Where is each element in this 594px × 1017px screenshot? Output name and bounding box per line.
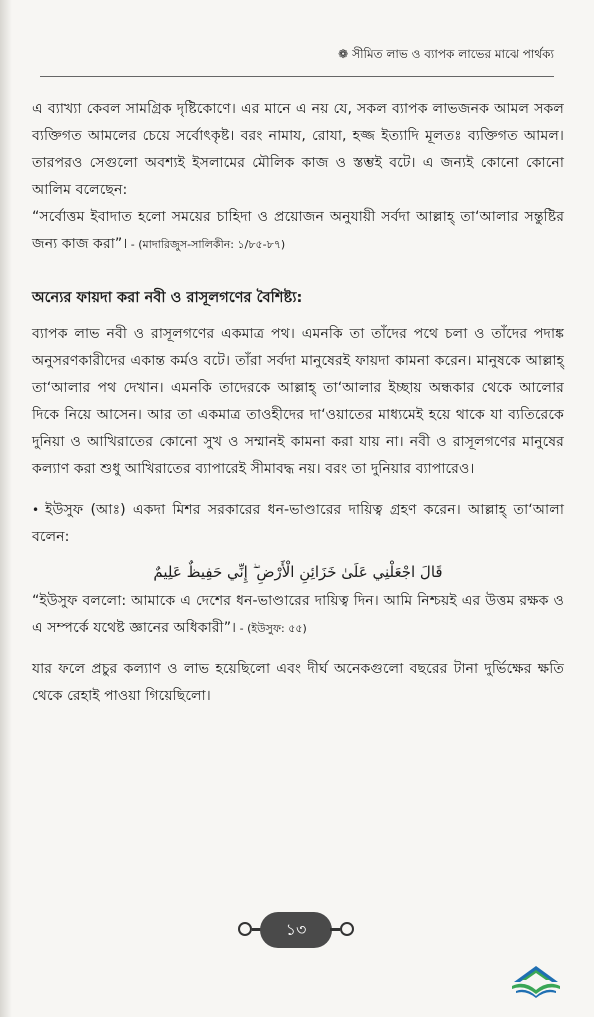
quote-text: “সর্বোত্তম ইবাদাত হলো সময়ের চাহিদা ও প্রয়োজন অনুযায়ী সর্বদা আল্লাহ্ তা‘আলার সন্তুষ্টির জন্য কাজ করা”।	[32, 209, 564, 252]
page-number-badge	[238, 912, 354, 948]
page-content	[32, 96, 564, 710]
bullet-icon: •	[32, 503, 40, 517]
page-number: ১৩	[260, 912, 332, 948]
section-heading: অন্যের ফায়দা করা নবী ও রাসূলগণের বৈশিষ্ট্য:	[32, 289, 303, 306]
quote-best-worship	[32, 204, 564, 258]
bullet-item-yusuf	[32, 497, 564, 551]
paragraph-prophets: ব্যাপক লাভ নবী ও রাসূলগণের একমাত্র পথ। এমনকি তা তাঁদের পথে চলা ও তাঁদের পদাঙ্ক অনুসরণকারীদের একান্ত কর্মও বটে। তাঁরা সর্বদা মানুষেরই ফায়দা কামনা করেন। মানুষকে আল্লাহ্ তা‘আলার পথ দেখান। এমনকি তাদেরকে আল্লাহ্ তা‘আলার ইচ্ছায় অন্ধকার থেকে আলোর দিকে নিয়ে আসেন। আর তা একমাত্র তাওহীদের দা‘ওয়াতের মাধ্যমেই হয়ে থাকে যা ব্যতিরেকে দুনিয়া ও আখিরাতের কোনো সুখ ও সম্মানই কামনা করা যায় না। নবী ও রাসূলগণের মানুষের কল্যাণ করা শুধু আখিরাতের ব্যাপারেই সীমাবদ্ধ নয়। বরং তা দুনিয়ার ব্যাপারেও।	[32, 326, 564, 477]
flower-ornament-icon: ❁	[338, 47, 349, 61]
divider	[330, 928, 340, 931]
page-header	[40, 46, 554, 80]
citation: - (ইউসুফ: ৫৫)	[236, 622, 307, 635]
page-edge	[0, 0, 12, 1017]
publisher-logo-icon	[508, 958, 564, 1000]
paragraph-result: যার ফলে প্রচুর কল্যাণ ও লাভ হয়েছিলো এবং দীর্ঘ অনেকগুলো বছরের টানা দুর্ভিক্ষের ক্ষতি থেকে রেহাই পাওয়া গিয়েছিলো।	[32, 661, 564, 704]
header-rule	[40, 76, 554, 77]
quote-text: “ইউসুফ বললো: আমাকে এ দেশের ধন-ভাণ্ডারের দায়িত্ব দিন। আমি নিশ্চয়ই এর উত্তম রক্ষক ও এ সম্পর্কে যথেষ্ট জ্ঞানের অধিকারী”।	[32, 593, 564, 636]
paragraph-intro: এ ব্যাখ্যা কেবল সামগ্রিক দৃষ্টিকোণে। এর মানে এ নয় যে, সকল ব্যাপক লাভজনক আমল সকল ব্যক্তিগত আমলের চেয়ে সর্বোৎকৃষ্ট। বরং নামায, রোযা, হজ্জ ইত্যাদি মূলতঃ ব্যক্তিগত আমল। তারপরও সেগুলো অবশ্যই ইসলামের মৌলিক কাজ ও স্তম্ভই বটে। এ জন্যই কোনো কোনো আলিম বলেছেন:	[32, 101, 564, 198]
citation: - (মাদারিজুস-সালিকীন: ১/৮৫-৮৭)	[127, 238, 286, 251]
ring-ornament-icon	[340, 922, 354, 936]
quote-yusuf	[32, 588, 564, 642]
ring-ornament-icon	[238, 922, 252, 936]
running-title-text: সীমিত লাভ ও ব্যাপক লাভের মাঝে পার্থক্য	[352, 47, 554, 61]
running-title	[338, 46, 554, 66]
bullet-text: ইউসুফ (আঃ) একদা মিশর সরকারের ধন-ভাণ্ডারের দায়িত্ব গ্রহণ করেন। আল্লাহ্ তা‘আলা বলেন:	[32, 502, 564, 545]
arabic-verse: قَالَ اجْعَلْنِي عَلَىٰ خَزَائِنِ الْأَرْضِ ۖ إِنِّي حَفِيظٌ عَلِيمٌ	[153, 563, 443, 581]
